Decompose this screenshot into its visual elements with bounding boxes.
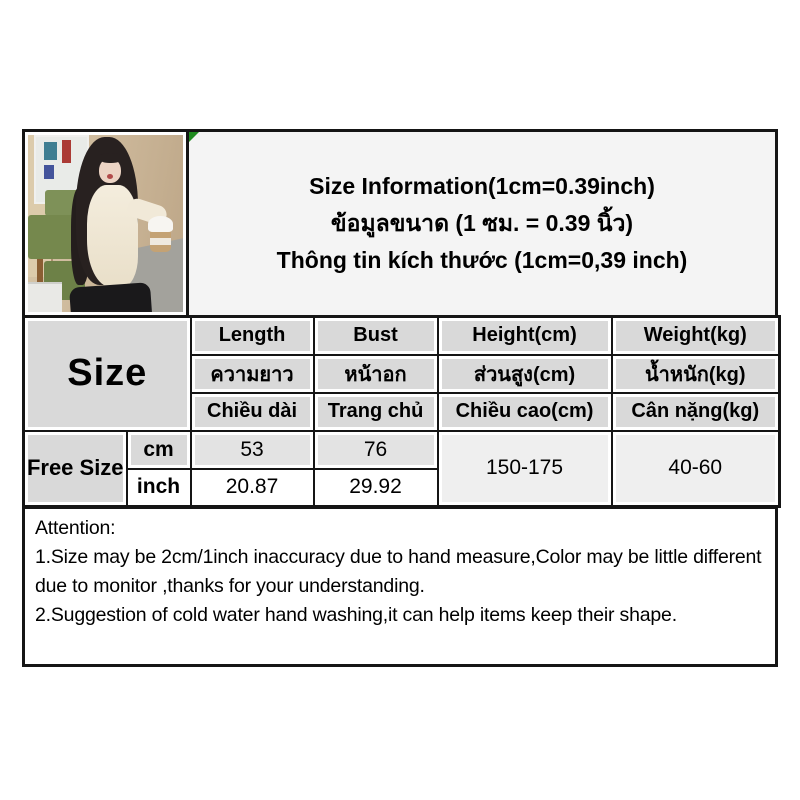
model-black-bottom (69, 283, 151, 312)
title-english: Size Information(1cm=0.39inch) (309, 173, 655, 199)
photo-papers (28, 282, 62, 312)
col-header-bust-en: Bust (314, 317, 438, 355)
attention-note-1: 1.Size may be 2cm/1inch inaccuracy due to hand measure,Color may be little different due to monitor ,thanks for your understanding. (35, 546, 762, 597)
unit-inch-cell: inch (127, 469, 191, 507)
coffee-cup-label (150, 238, 170, 245)
height-range-value: 150-175 (438, 431, 612, 507)
weight-range-value: 40-60 (612, 431, 780, 507)
top-section (22, 129, 778, 318)
size-label-cell: Size (24, 317, 191, 431)
col-header-height-en: Height(cm) (438, 317, 612, 355)
unit-cm-cell: cm (127, 431, 191, 469)
photo-sign (44, 142, 58, 160)
col-header-height-th: ส่วนสูง(cm) (438, 355, 612, 393)
free-size-label-cell: Free Size (24, 431, 127, 507)
bust-inch-value: 29.92 (314, 469, 438, 507)
col-header-length-en: Length (191, 317, 314, 355)
col-header-bust-vi: Trang chủ (314, 393, 438, 431)
title-thai: ข้อมูลขนาด (1 ซม. = 0.39 นิ้ว) (330, 210, 634, 236)
col-header-weight-en: Weight(kg) (612, 317, 780, 355)
col-header-weight-th: น้ำหนัก(kg) (612, 355, 780, 393)
length-inch-value: 20.87 (191, 469, 314, 507)
model-hair (98, 153, 123, 164)
col-header-length-vi: Chiều dài (191, 393, 314, 431)
size-chart-sheet (22, 129, 778, 667)
size-info-title-panel (186, 129, 778, 318)
photo-sign (44, 165, 55, 179)
attention-note-2: 2.Suggestion of cold water hand washing,it can help items keep their shape. (35, 604, 677, 626)
product-photo-frame (22, 129, 189, 318)
attention-heading: Attention: (35, 517, 116, 539)
col-header-weight-vi: Cân nặng(kg) (612, 393, 780, 431)
coffee-cup-lid (148, 216, 173, 232)
photo-sign (62, 140, 71, 163)
col-header-length-th: ความยาว (191, 355, 314, 393)
product-photo (28, 135, 183, 312)
title-vietnamese: Thông tin kích thước (1cm=0,39 inch) (276, 247, 688, 273)
green-corner-marker-icon (189, 132, 199, 142)
size-table (22, 315, 781, 508)
attention-box (22, 506, 778, 667)
bust-cm-value: 76 (314, 431, 438, 469)
col-header-bust-th: หน้าอก (314, 355, 438, 393)
col-header-height-vi: Chiều cao(cm) (438, 393, 612, 431)
length-cm-value: 53 (191, 431, 314, 469)
